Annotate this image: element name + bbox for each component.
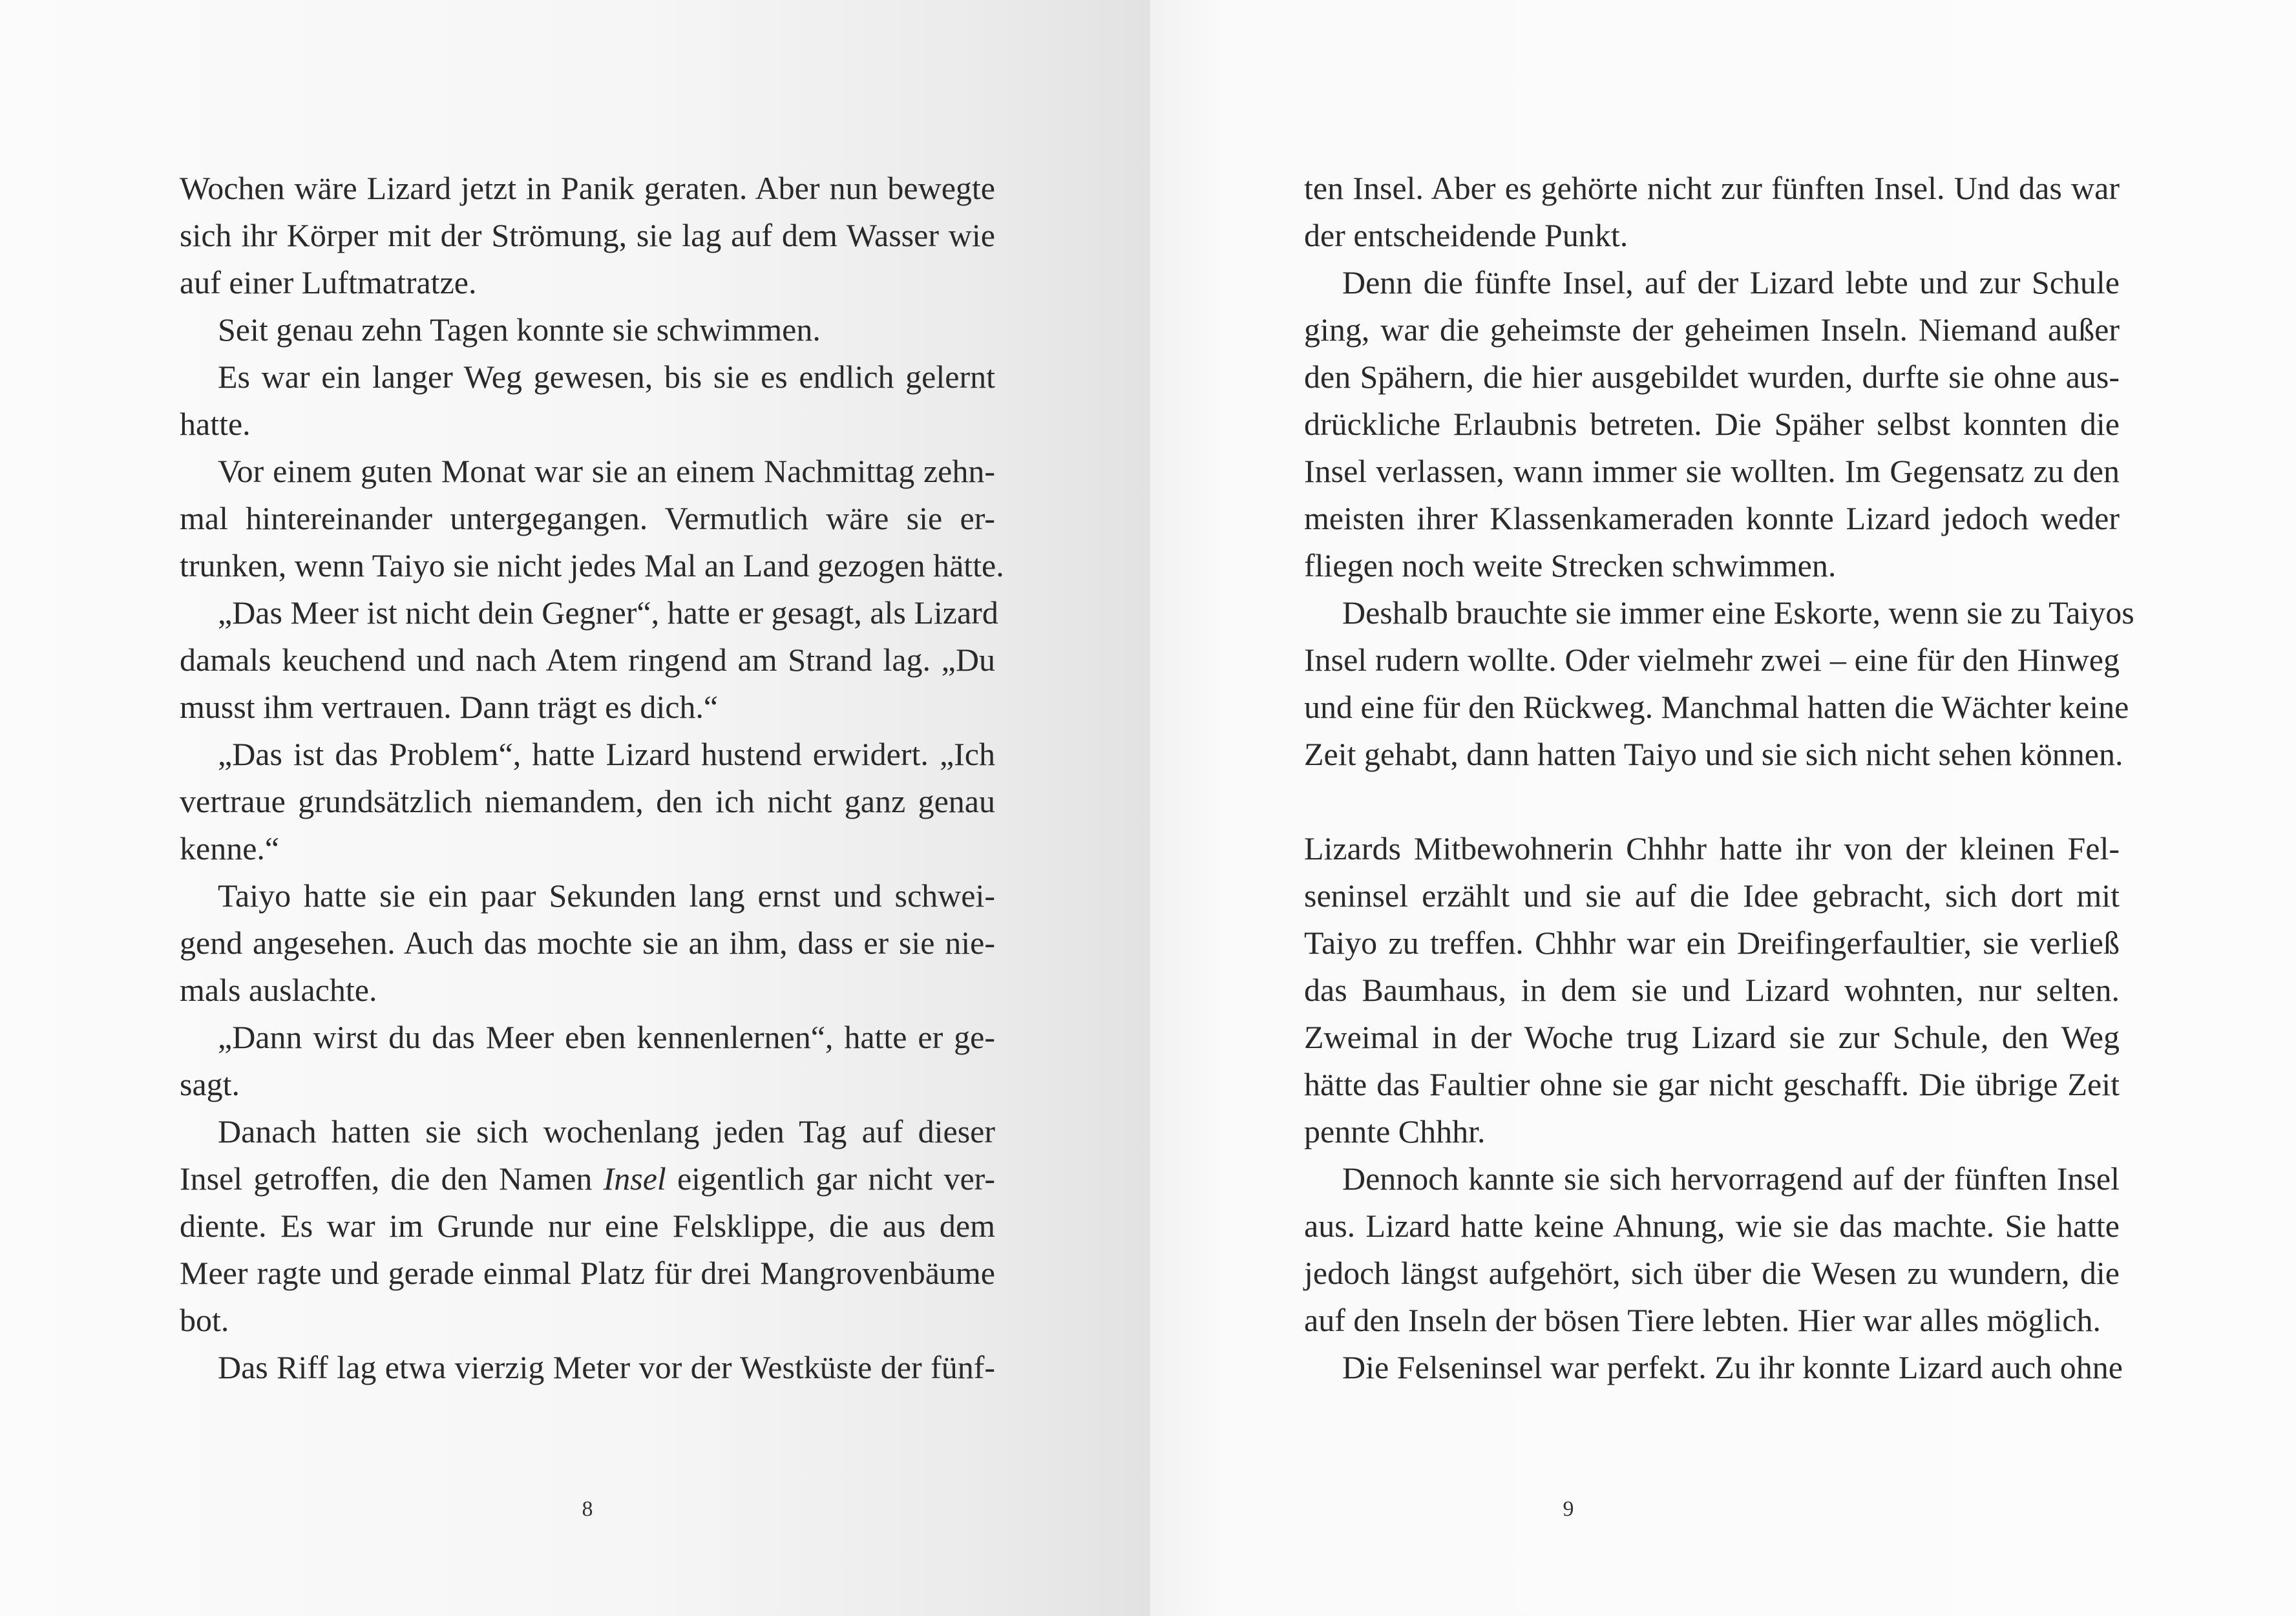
text-line: diente. Es war im Grunde nur eine Felsklippe, die aus dem — [180, 1208, 995, 1244]
text-line: damals keuchend und nach Atem ringend am Strand lag. „Du — [180, 642, 995, 678]
text-line: jedoch längst aufgehört, sich über die Wesen zu wundern, die — [1304, 1255, 2120, 1291]
text-line: ten Insel. Aber es gehörte nicht zur fünften Insel. Und das war — [1304, 170, 2120, 206]
text-line: seninsel erzählt und sie auf die Idee gebracht, sich dort mit — [1304, 877, 2120, 914]
text-line: Danach hatten sie sich wochenlang jeden Tag auf dieser — [218, 1113, 995, 1149]
text-line: auf den Inseln der bösen Tiere lebten. Hier war alles möglich. — [1304, 1302, 2101, 1338]
text-line: Dennoch kannte sie sich hervorragend auf der fünften Insel — [1342, 1160, 2120, 1197]
line-text-italic: Insel — [603, 1160, 666, 1197]
text-line: Taiyo hatte sie ein paar Sekunden lang ernst und schwei- — [218, 877, 995, 914]
text-line: fliegen noch weite Strecken schwimmen. — [1304, 547, 1837, 583]
text-line: Denn die fünfte Insel, auf der Lizard lebte und zur Schule — [1342, 264, 2120, 300]
text-line: das Baumhaus, in dem sie und Lizard wohnten, nur selten. — [1304, 972, 2120, 1008]
text-line: ging, war die geheimste der geheimen Inseln. Niemand außer — [1304, 311, 2120, 348]
text-line: Seit genau zehn Tagen konnte sie schwimmen. — [218, 311, 821, 348]
right-page-text — [1304, 165, 2134, 1391]
text-line: kenne.“ — [180, 830, 280, 866]
text-line: hätte das Faultier ohne sie gar nicht geschafft. Die übrige Zeit — [1304, 1066, 2120, 1102]
text-line: musst ihm vertrauen. Dann trägt es dich.“ — [180, 689, 719, 725]
text-line: Zweimal in der Woche trug Lizard sie zur Schule, den Weg — [1304, 1019, 2120, 1055]
text-line: Das Riff lag etwa vierzig Meter vor der Westküste der fünf- — [218, 1349, 995, 1385]
text-line: und eine für den Rückweg. Manchmal hatten die Wächter keine — [1304, 689, 2129, 725]
text-line: auf einer Luftmatratze. — [180, 264, 477, 300]
text-line: aus. Lizard hatte keine Ahnung, wie sie das machte. Sie hatte — [1304, 1208, 2120, 1244]
text-line: „Das Meer ist nicht dein Gegner“, hatte er gesagt, als Lizard — [218, 594, 998, 631]
line-text: Insel getroffen, die den Namen — [180, 1160, 604, 1197]
text-line: Zeit gehabt, dann hatten Taiyo und sie sich nicht sehen können. — [1304, 736, 2123, 772]
text-line: Lizards Mitbewohnerin Chhhr hatte ihr von der kleinen Fel- — [1304, 830, 2120, 866]
text-line: mal hintereinander untergegangen. Vermutlich wäre sie er- — [180, 500, 995, 536]
text-line — [180, 1155, 995, 1202]
text-line: Die Felseninsel war perfekt. Zu ihr konnte Lizard auch ohne — [1342, 1349, 2123, 1385]
text-line: meisten ihrer Klassenkameraden konnte Lizard jedoch weder — [1304, 500, 2120, 536]
page-number-right: 9 — [1563, 1497, 1574, 1521]
right-page — [1150, 0, 2296, 1616]
text-line: den Spähern, die hier ausgebildet wurden, durfte sie ohne aus- — [1304, 359, 2120, 395]
text-line: vertraue grundsätzlich niemandem, den ich nicht ganz genau — [180, 783, 995, 819]
line-text: eigentlich gar nicht ver- — [666, 1160, 995, 1197]
text-line: Es war ein langer Weg gewesen, bis sie es endlich gelernt — [218, 359, 995, 395]
text-line: Deshalb brauchte sie immer eine Eskorte, wenn sie zu Taiyos — [1342, 594, 2134, 631]
text-line: bot. — [180, 1302, 229, 1338]
text-line: mals auslachte. — [180, 972, 377, 1008]
text-line: der entscheidende Punkt. — [1304, 217, 1628, 253]
left-page-text — [180, 165, 1004, 1391]
text-line: pennte Chhhr. — [1304, 1113, 1486, 1149]
text-line: trunken, wenn Taiyo sie nicht jedes Mal an Land gezogen hätte. — [180, 547, 1004, 583]
text-line: Wochen wäre Lizard jetzt in Panik geraten. Aber nun bewegte — [180, 170, 995, 206]
text-line: Meer ragte und gerade einmal Platz für drei Mangrovenbäume — [180, 1255, 995, 1291]
text-line: Insel rudern wollte. Oder vielmehr zwei – eine für den Hinweg — [1304, 642, 2120, 678]
text-line: „Das ist das Problem“, hatte Lizard hustend erwidert. „Ich — [218, 736, 995, 772]
text-line: Insel verlassen, wann immer sie wollten. Im Gegensatz zu den — [1304, 453, 2120, 489]
page-number-left: 8 — [582, 1497, 593, 1521]
text-line: Vor einem guten Monat war sie an einem Nachmittag zehn- — [218, 453, 995, 489]
text-line: hatte. — [180, 406, 251, 442]
text-line: gend angesehen. Auch das mochte sie an ihm, dass er sie nie- — [180, 925, 995, 961]
text-line: drückliche Erlaubnis betreten. Die Späher selbst konnten die — [1304, 406, 2120, 442]
text-line — [1304, 778, 2120, 825]
text-line: sich ihr Körper mit der Strömung, sie lag auf dem Wasser wie — [180, 217, 995, 253]
text-line: Taiyo zu treffen. Chhhr war ein Dreifingerfaultier, sie verließ — [1304, 925, 2120, 961]
text-line: sagt. — [180, 1066, 240, 1102]
text-line: „Dann wirst du das Meer eben kennenlernen“, hatte er ge- — [218, 1019, 995, 1055]
